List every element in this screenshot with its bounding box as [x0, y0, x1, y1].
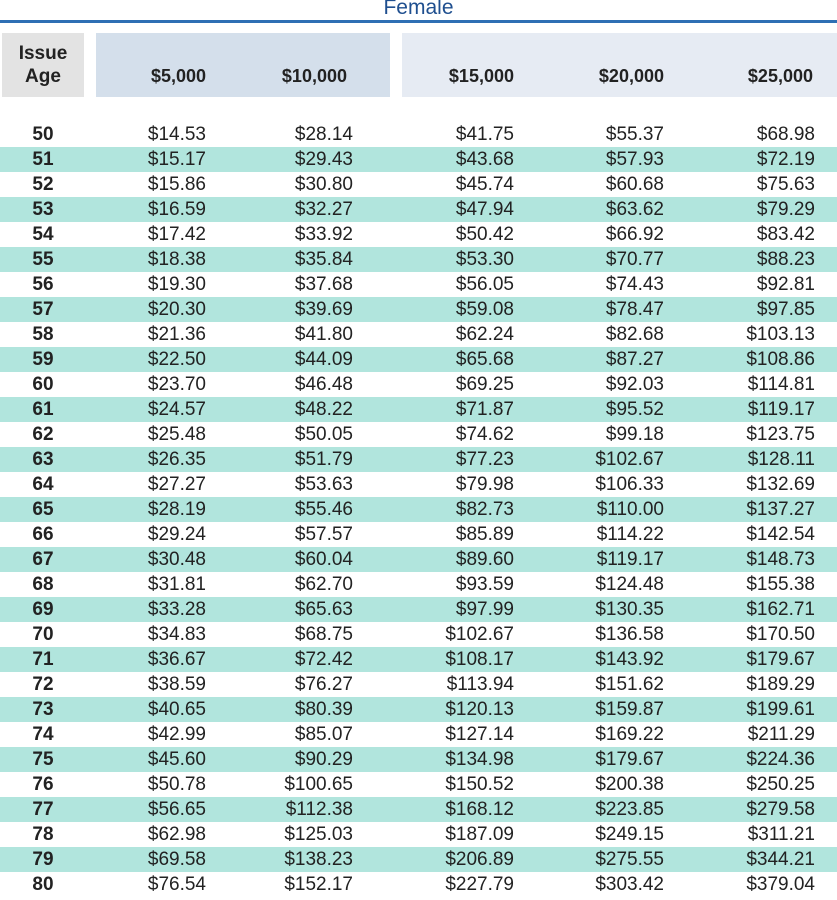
- premium-cell: $80.39: [294, 699, 353, 720]
- premium-cell: $108.86: [746, 349, 815, 370]
- premium-cell: $113.94: [446, 674, 514, 695]
- premium-cell: $60.68: [605, 174, 664, 195]
- premium-cell: $137.27: [746, 499, 815, 520]
- issue-age-cell: 57: [32, 299, 54, 320]
- premium-cell: $74.62: [455, 424, 514, 445]
- title-divider: [0, 20, 837, 23]
- premium-cell: $102.67: [595, 449, 664, 470]
- issue-age-cell: 54: [32, 224, 54, 245]
- premium-cell: $44.09: [294, 349, 353, 370]
- premium-cell: $42.99: [147, 724, 206, 745]
- premium-cell: $130.35: [595, 599, 664, 620]
- premium-cell: $103.13: [746, 324, 815, 345]
- premium-cell: $32.27: [294, 199, 353, 220]
- premium-cell: $97.99: [455, 599, 514, 620]
- table-row: [0, 647, 837, 672]
- premium-cell: $79.98: [455, 474, 514, 495]
- premium-cell: $170.50: [746, 624, 815, 645]
- premium-cell: $224.36: [746, 749, 815, 770]
- premium-cell: $76.27: [294, 674, 353, 695]
- issue-age-cell: 64: [32, 474, 54, 495]
- premium-cell: $63.62: [605, 199, 664, 220]
- premium-cell: $25.48: [147, 424, 206, 445]
- premium-cell: $155.38: [746, 574, 815, 595]
- premium-cell: $134.98: [445, 749, 514, 770]
- premium-cell: $82.73: [455, 499, 514, 520]
- premium-cell: $45.74: [455, 174, 514, 195]
- premium-cell: $79.29: [756, 199, 815, 220]
- table-row: [0, 522, 837, 547]
- premium-cell: $279.58: [746, 799, 815, 820]
- premium-cell: $93.59: [455, 574, 514, 595]
- table-row: [0, 422, 837, 447]
- premium-cell: $119.17: [596, 549, 664, 570]
- premium-cell: $50.42: [455, 224, 514, 245]
- premium-cell: $148.73: [746, 549, 815, 570]
- table-row: [0, 772, 837, 797]
- premium-cell: $53.30: [455, 249, 514, 270]
- issue-age-cell: 67: [32, 549, 54, 570]
- premium-cell: $46.48: [294, 374, 353, 395]
- issue-age-cell: 66: [32, 524, 54, 545]
- table-row: [0, 697, 837, 722]
- premium-cell: $119.17: [747, 399, 815, 420]
- table-row: [0, 322, 837, 347]
- premium-cell: $162.71: [746, 599, 815, 620]
- premium-cell: $62.70: [294, 574, 353, 595]
- premium-cell: $223.85: [595, 799, 664, 820]
- premium-cell: $189.29: [746, 674, 815, 695]
- table-row: [0, 797, 837, 822]
- issue-age-cell: 74: [32, 724, 54, 745]
- table-row: [0, 822, 837, 847]
- table-row: [0, 572, 837, 597]
- premium-cell: $74.43: [605, 274, 664, 295]
- premium-cell: $19.30: [147, 274, 206, 295]
- issue-age-cell: 50: [32, 124, 54, 145]
- premium-cell: $65.63: [294, 599, 353, 620]
- premium-cell: $85.07: [294, 724, 353, 745]
- premium-cell: $143.92: [595, 649, 664, 670]
- premium-cell: $179.67: [595, 749, 664, 770]
- issue-age-cell: 65: [32, 499, 54, 520]
- premium-cell: $38.59: [147, 674, 206, 695]
- premium-cell: $379.04: [746, 874, 815, 895]
- premium-cell: $47.94: [455, 199, 514, 220]
- premium-cell: $123.75: [746, 424, 815, 445]
- issue-age-cell: 72: [32, 674, 54, 695]
- issue-age-cell: 60: [32, 374, 54, 395]
- premium-cell: $22.50: [147, 349, 206, 370]
- premium-cell: $78.47: [605, 299, 664, 320]
- premium-cell: $69.58: [147, 849, 206, 870]
- premium-cell: $344.21: [746, 849, 815, 870]
- column-header-15000: $15,000: [448, 66, 514, 86]
- premium-cell: $72.42: [294, 649, 353, 670]
- premium-cell: $83.42: [756, 224, 815, 245]
- premium-cell: $50.05: [294, 424, 353, 445]
- premium-cell: $68.98: [756, 124, 815, 145]
- premium-cell: $66.92: [605, 224, 664, 245]
- premium-cell: $29.43: [294, 149, 353, 170]
- premium-cell: $275.55: [595, 849, 664, 870]
- premium-cell: $168.12: [445, 799, 514, 820]
- issue-age-cell: 69: [32, 599, 54, 620]
- premium-cell: $41.75: [455, 124, 514, 145]
- issue-age-header: [2, 33, 84, 97]
- premium-cell: $250.25: [746, 774, 815, 795]
- premium-cell: $30.48: [147, 549, 206, 570]
- premium-cell: $124.48: [595, 574, 664, 595]
- premium-cell: $142.54: [746, 524, 815, 545]
- premium-cell: $40.65: [147, 699, 206, 720]
- premium-cell: $56.65: [147, 799, 206, 820]
- premium-cell: $92.03: [605, 374, 664, 395]
- issue-age-cell: 76: [32, 774, 54, 795]
- table-row: [0, 872, 837, 897]
- premium-cell: $20.30: [147, 299, 206, 320]
- table-row: [0, 397, 837, 422]
- table-row: [0, 497, 837, 522]
- premium-cell: $128.11: [747, 449, 815, 470]
- premium-cell: $152.17: [284, 874, 353, 895]
- premium-cell: $41.80: [294, 324, 353, 345]
- issue-age-cell: 53: [32, 199, 54, 220]
- premium-cell: $75.63: [756, 174, 815, 195]
- premium-cell: $24.57: [147, 399, 206, 420]
- issue-age-header-line2: Age: [25, 66, 61, 87]
- premium-cell: $179.67: [746, 649, 815, 670]
- premium-cell: $150.52: [445, 774, 514, 795]
- table-row: [0, 547, 837, 572]
- premium-cell: $37.68: [294, 274, 353, 295]
- table-row: [0, 247, 837, 272]
- issue-age-header-line1: Issue: [18, 43, 68, 64]
- premium-cell: $55.46: [294, 499, 353, 520]
- premium-cell: $151.62: [595, 674, 664, 695]
- premium-cell: $23.70: [147, 374, 206, 395]
- issue-age-cell: 55: [32, 249, 54, 270]
- issue-age-cell: 62: [32, 424, 54, 445]
- premium-cell: $62.24: [455, 324, 514, 345]
- premium-cell: $60.04: [294, 549, 353, 570]
- issue-age-cell: 77: [32, 799, 54, 820]
- premium-cell: $106.33: [595, 474, 664, 495]
- table-row: [0, 172, 837, 197]
- premium-cell: $70.77: [605, 249, 664, 270]
- table-row: [0, 672, 837, 697]
- premium-cell: $200.38: [595, 774, 664, 795]
- issue-age-cell: 61: [32, 399, 54, 420]
- issue-age-cell: 71: [32, 649, 54, 670]
- premium-cell: $227.79: [445, 874, 514, 895]
- premium-cell: $82.68: [605, 324, 664, 345]
- premium-cell: $48.22: [294, 399, 353, 420]
- premium-cell: $39.69: [294, 299, 353, 320]
- column-header-20000: $20,000: [598, 66, 664, 86]
- premium-cell: $169.22: [595, 724, 664, 745]
- premium-cell: $76.54: [147, 874, 206, 895]
- table-row: [0, 597, 837, 622]
- premium-cell: $127.14: [445, 724, 514, 745]
- premium-cell: $311.21: [747, 824, 815, 845]
- premium-cell: $71.87: [455, 399, 514, 420]
- premium-cell: $27.27: [147, 474, 206, 495]
- issue-age-cell: 51: [32, 149, 54, 170]
- premium-cell: $72.19: [756, 149, 815, 170]
- premium-cell: $136.58: [595, 624, 664, 645]
- table-row: [0, 372, 837, 397]
- premium-cell: $159.87: [595, 699, 664, 720]
- issue-age-cell: 80: [32, 874, 54, 895]
- premium-cell: $33.28: [147, 599, 206, 620]
- table-row: [0, 447, 837, 472]
- issue-age-cell: 70: [32, 624, 54, 645]
- premium-cell: $59.08: [455, 299, 514, 320]
- table-row: [0, 847, 837, 872]
- issue-age-cell: 78: [32, 824, 54, 845]
- table-row: [0, 622, 837, 647]
- premium-cell: $90.29: [294, 749, 353, 770]
- premium-cell: $125.03: [284, 824, 353, 845]
- column-header-5000: $5,000: [150, 66, 206, 86]
- header-group-left: [96, 33, 390, 97]
- issue-age-cell: 59: [32, 349, 54, 370]
- premium-cell: $35.84: [294, 249, 353, 270]
- premium-cell: $102.67: [445, 624, 514, 645]
- premium-cell: $55.37: [605, 124, 664, 145]
- premium-cell: $77.23: [455, 449, 514, 470]
- premium-cell: $211.29: [747, 724, 815, 745]
- issue-age-cell: 73: [32, 699, 54, 720]
- premium-cell: $249.15: [595, 824, 664, 845]
- premium-cell: $69.25: [455, 374, 514, 395]
- premium-cell: $100.65: [284, 774, 353, 795]
- issue-age-cell: 52: [32, 174, 54, 195]
- table-row: [0, 347, 837, 372]
- premium-cell: $28.19: [147, 499, 206, 520]
- premium-cell: $14.53: [147, 124, 206, 145]
- premium-cell: $120.13: [445, 699, 514, 720]
- premium-cell: $303.42: [595, 874, 664, 895]
- premium-cell: $199.61: [746, 699, 815, 720]
- issue-age-cell: 56: [32, 274, 54, 295]
- table-row: [0, 747, 837, 772]
- premium-cell: $88.23: [756, 249, 815, 270]
- premium-cell: $15.17: [147, 149, 206, 170]
- table-row: [0, 722, 837, 747]
- premium-cell: $62.98: [147, 824, 206, 845]
- premium-cell: $57.57: [294, 524, 353, 545]
- premium-cell: $89.60: [455, 549, 514, 570]
- header-group-right: [402, 33, 837, 97]
- issue-age-cell: 79: [32, 849, 54, 870]
- premium-cell: $95.52: [605, 399, 664, 420]
- table-row: [0, 222, 837, 247]
- issue-age-cell: 63: [32, 449, 54, 470]
- premium-cell: $15.86: [147, 174, 206, 195]
- premium-cell: $57.93: [605, 149, 664, 170]
- table-row: [0, 472, 837, 497]
- premium-cell: $26.35: [147, 449, 206, 470]
- column-header-10000: $10,000: [281, 66, 347, 86]
- premium-cell: $30.80: [294, 174, 353, 195]
- premium-cell: $18.38: [147, 249, 206, 270]
- premium-cell: $206.89: [445, 849, 514, 870]
- premium-cell: $31.81: [147, 574, 206, 595]
- premium-cell: $92.81: [756, 274, 815, 295]
- premium-cell: $29.24: [147, 524, 206, 545]
- table-row: [0, 197, 837, 222]
- table-row: [0, 297, 837, 322]
- premium-cell: $85.89: [455, 524, 514, 545]
- premium-cell: $187.09: [445, 824, 514, 845]
- premium-cell: $108.17: [445, 649, 514, 670]
- premium-cell: $21.36: [147, 324, 206, 345]
- premium-cell: $43.68: [455, 149, 514, 170]
- premium-cell: $28.14: [294, 124, 353, 145]
- premium-cell: $87.27: [605, 349, 664, 370]
- premium-cell: $45.60: [147, 749, 206, 770]
- premium-cell: $17.42: [147, 224, 206, 245]
- premium-cell: $112.38: [285, 799, 353, 820]
- premium-cell: $36.67: [147, 649, 206, 670]
- premium-cell: $114.22: [596, 524, 664, 545]
- premium-cell: $34.83: [147, 624, 206, 645]
- issue-age-cell: 68: [32, 574, 54, 595]
- issue-age-cell: 75: [32, 749, 54, 770]
- table-row: [0, 147, 837, 172]
- premium-cell: $33.92: [294, 224, 353, 245]
- premium-cell: $50.78: [147, 774, 206, 795]
- premium-cell: $110.00: [596, 499, 664, 520]
- premium-cell: $97.85: [756, 299, 815, 320]
- table-row: [0, 122, 837, 147]
- table-row: [0, 272, 837, 297]
- premium-cell: $53.63: [294, 474, 353, 495]
- issue-age-cell: 58: [32, 324, 54, 345]
- premium-cell: $16.59: [147, 199, 206, 220]
- premium-cell: $138.23: [284, 849, 353, 870]
- premium-cell: $56.05: [455, 274, 514, 295]
- premium-cell: $114.81: [747, 374, 815, 395]
- table-title: Female: [383, 0, 454, 19]
- column-header-25000: $25,000: [747, 66, 813, 86]
- premium-cell: $99.18: [605, 424, 664, 445]
- premium-cell: $68.75: [294, 624, 353, 645]
- premium-cell: $132.69: [746, 474, 815, 495]
- premium-cell: $51.79: [294, 449, 353, 470]
- premium-cell: $65.68: [455, 349, 514, 370]
